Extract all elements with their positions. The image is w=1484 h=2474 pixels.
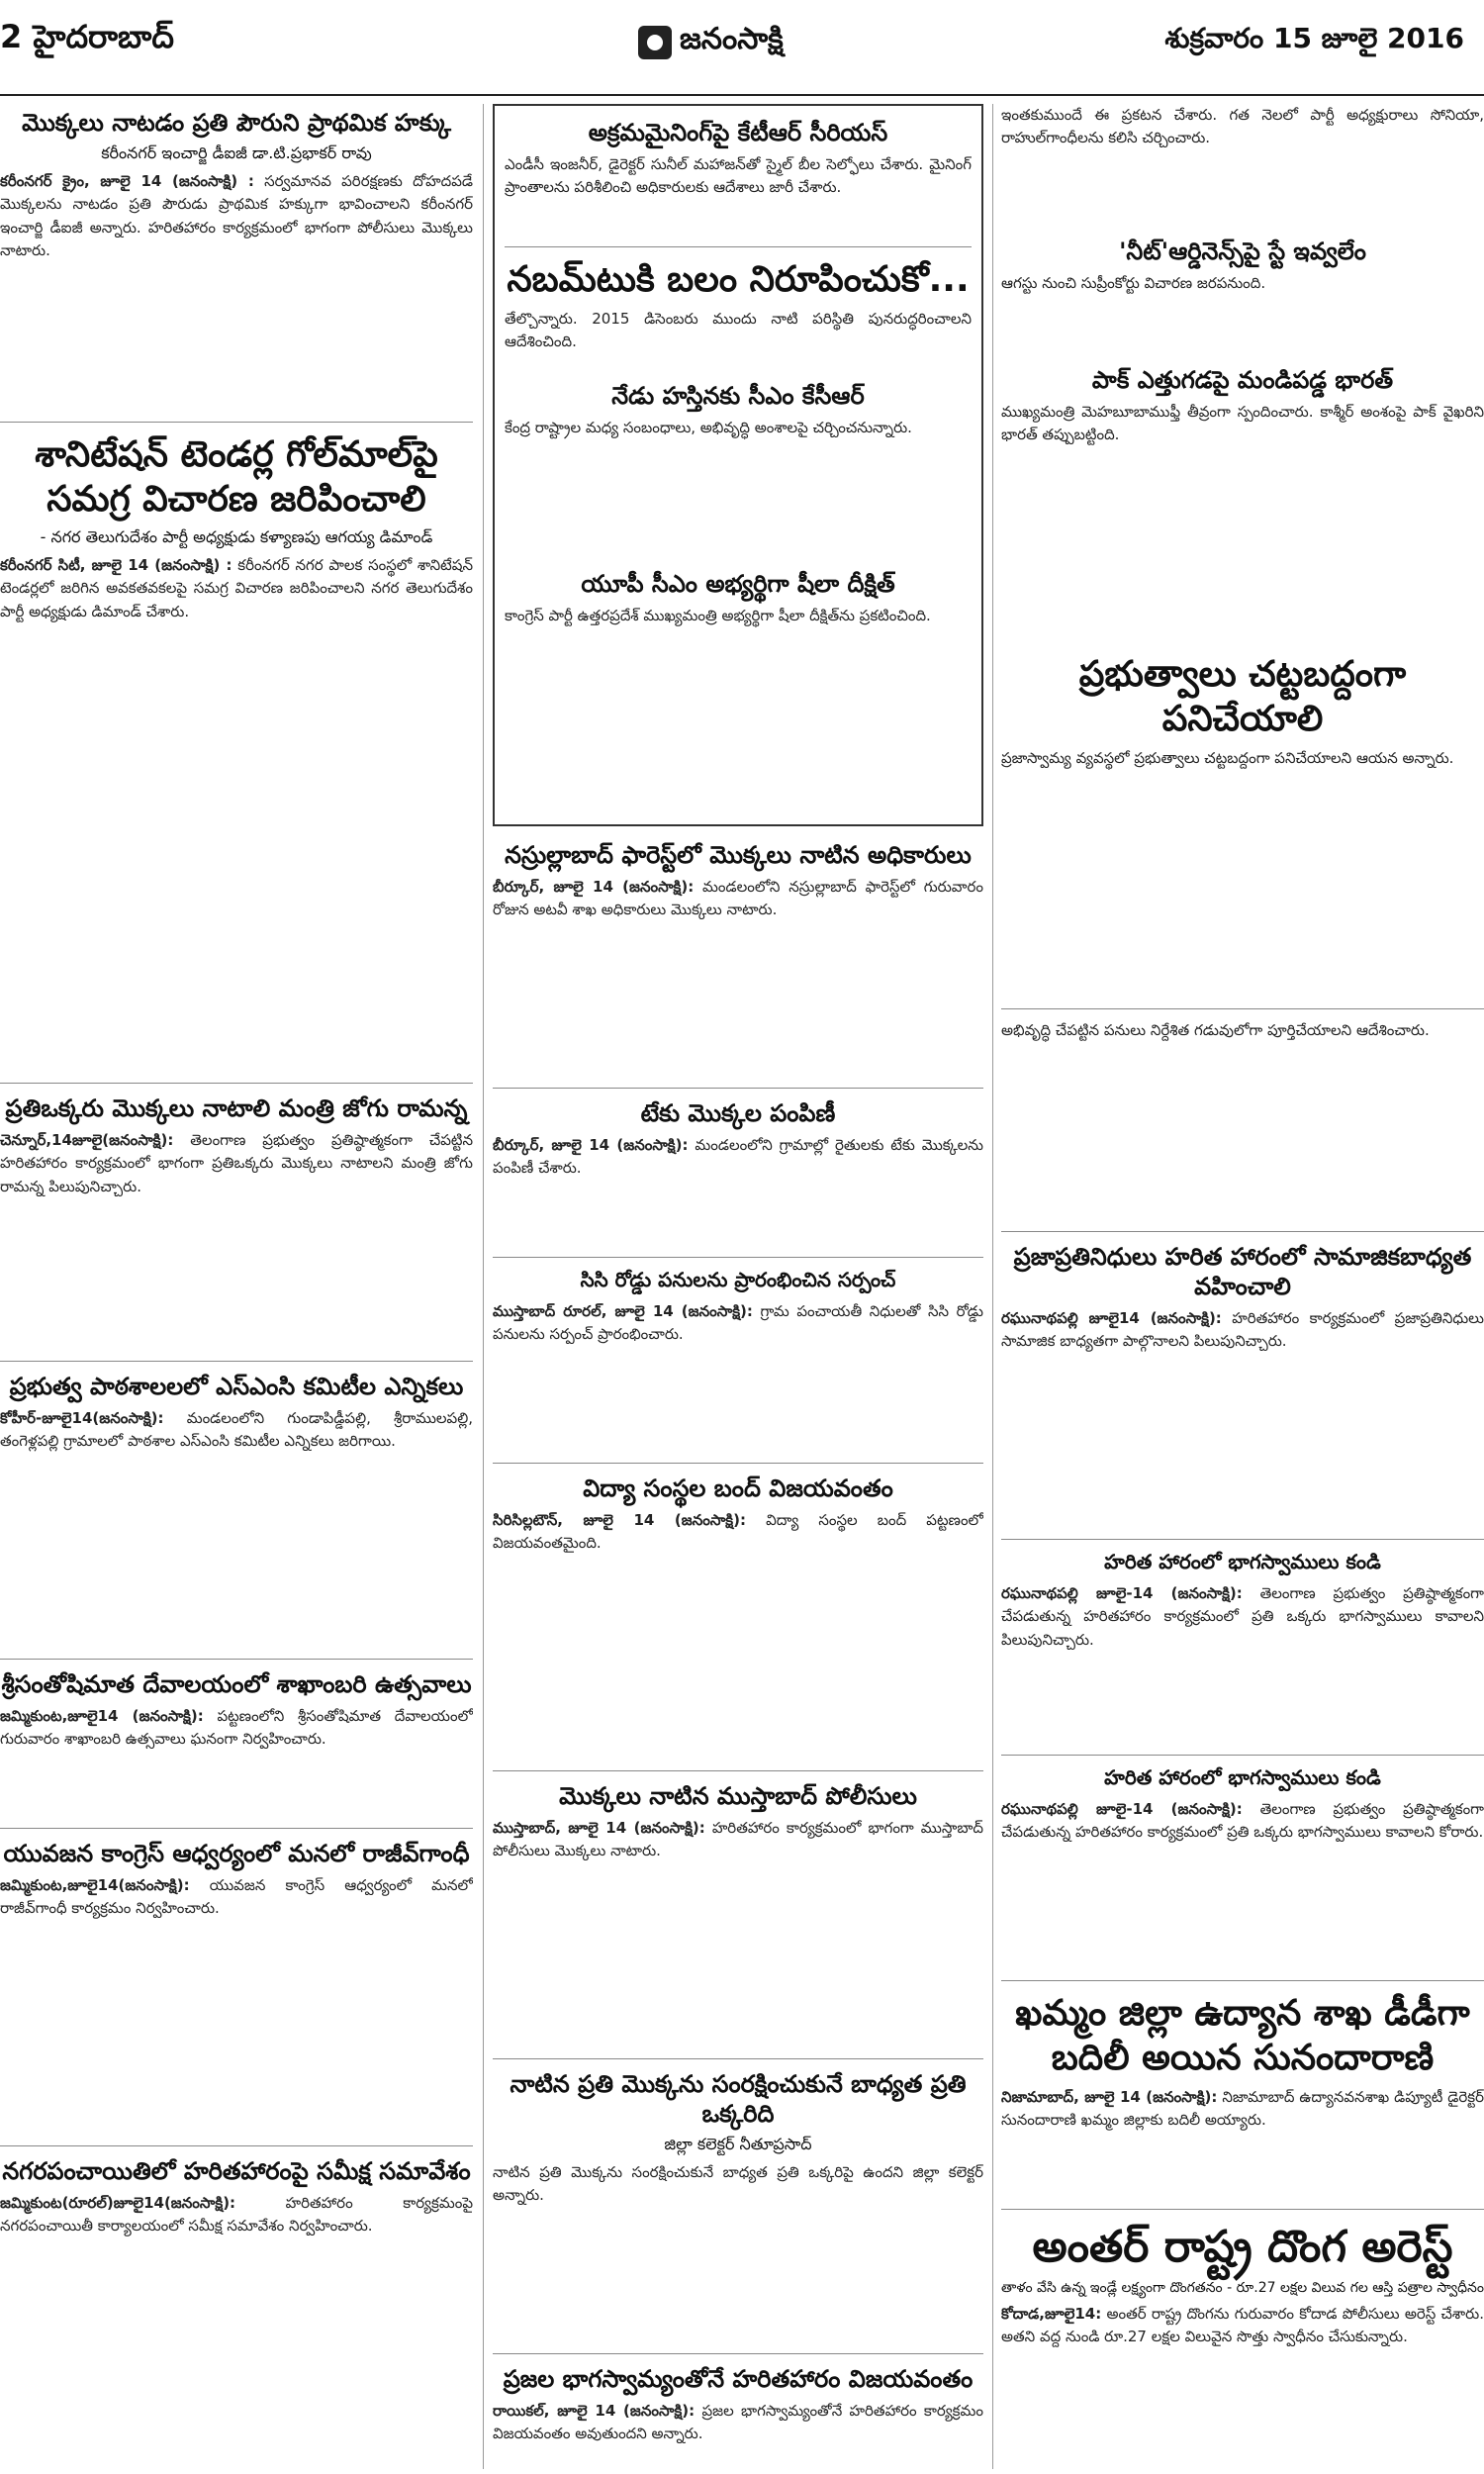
article bbox=[1001, 1991, 1484, 2195]
article bbox=[493, 1474, 983, 1757]
article-text: కరీంనగర్ నగర పాలక సంస్థలో శానిటేషన్ టెండర్లలో జరిగిన అవకతవకలపై సమగ్ర విచారణ జరిపించాలని నగర తెలుగుదేశం పార్టీ అధ్యక్షుడు డిమాండ్ చేశారు. bbox=[0, 556, 473, 620]
article bbox=[0, 2156, 473, 2439]
article-text: మండలంలోని గ్రామాల్లో రైతులకు టేకు మొక్కలను పంపిణీ చేశారు. bbox=[493, 1136, 983, 1178]
article-text: హరితహారం కార్యక్రమంలో భాగంగా ముస్తాబాద్ పోలీసులు మొక్కలు నాటారు. bbox=[493, 1819, 983, 1860]
middle-column bbox=[493, 104, 983, 2469]
article bbox=[1001, 2220, 1484, 2469]
headline: యువజన కాంగ్రెస్ ఆధ్వర్యంలో మనలో రాజీవ్‌గాంధీ bbox=[3, 1840, 470, 1867]
dateline: రఘునాథపల్లి జూలై14 (జనంసాక్షి): bbox=[1001, 1309, 1222, 1327]
headline: ప్రభుత్వాలు చట్టబద్దంగా పనిచేయాలి bbox=[1078, 654, 1407, 739]
divider bbox=[1001, 2209, 1484, 2210]
article bbox=[493, 840, 983, 1074]
headline: శానిటేషన్ టెండర్ల గోల్‌మాల్‌పై సమగ్ర విచారణ జరిపించాలి bbox=[35, 434, 438, 520]
divider bbox=[1001, 1008, 1484, 1009]
article-text: ప్రజాస్వామ్య వ్యవస్థలో ప్రభుత్వాలు చట్టబద్దంగా పనిచేయాలని ఆయన అన్నారు. bbox=[1001, 747, 1484, 995]
masthead bbox=[0, 0, 1484, 96]
headline: హరిత హారంలో భాగస్వాములు కండి bbox=[1104, 1550, 1381, 1573]
article-text: పట్టణంలోని శ్రీసంతోషిమాత దేవాలయంలో గురువారం శాఖాంబరి ఉత్సవాలు ఘనంగా నిర్వహించారు. bbox=[0, 1707, 473, 1749]
headline: అంతర్ రాష్ట్ర దొంగ అరెస్ట్ bbox=[1032, 2222, 1453, 2272]
article-body bbox=[0, 1705, 473, 1814]
article bbox=[1001, 652, 1484, 995]
dateline: కోహీర్-జూలై14(జనంసాక్షి): bbox=[0, 1409, 164, 1427]
issue-date: శుక్రవారం 15 జూలై 2016 bbox=[1164, 22, 1464, 54]
article-text: ఆగస్టు నుంచి సుప్రీంకోర్టు విచారణ జరపనుంది. bbox=[1001, 272, 1484, 351]
divider bbox=[1001, 1980, 1484, 1981]
article-text: ఇంతకుముందే ఈ ప్రకటన చేశారు. గత నెలలో పార్టీ అధ్యక్షురాలు సోనియా, రాహుల్‌గాంధీలను కలిసి చర్చించారు. bbox=[1001, 104, 1484, 223]
article-body bbox=[493, 876, 983, 1074]
headline: నస్రుల్లాబాద్ ఫారెస్ట్‌లో మొక్కలు నాటిన అధికారులు bbox=[505, 841, 972, 869]
headline: నాటిన ప్రతి మొక్కను సంరక్షించుకునే బాధ్యత ప్రతి ఒక్కరిది bbox=[510, 2070, 967, 2128]
article-text: హరితహారం కార్యక్రమంలో ప్రజాప్రతినిధులు సామాజిక బాధ్యతగా పాల్గొనాలని పిలుపునిచ్చారు. bbox=[1001, 1309, 1484, 1351]
headline: పాక్ ఎత్తుగడపై మండిపడ్డ భారత్ bbox=[1091, 366, 1394, 394]
headline: 'నీట్'ఆర్డినెన్స్‌పై స్టే ఇవ్వలేం bbox=[1119, 238, 1366, 265]
article bbox=[0, 108, 473, 408]
divider bbox=[505, 246, 972, 247]
headline: హరిత హారంలో భాగస్వాములు కండి bbox=[1104, 1765, 1381, 1789]
article-text: తేల్చొన్నారు. 2015 డిసెంబరు ముందు నాటి పరిస్థితి పునరుద్ధరించాలని ఆదేశించింది. bbox=[505, 308, 972, 367]
article-text: యువజన కాంగ్రెస్ ఆధ్వర్యంలో మనలో రాజీవ్‌గాంధీ కార్యక్రమం నిర్వహించారు. bbox=[0, 1876, 473, 1918]
page-label: 2 హైదరాబాద్ bbox=[0, 18, 174, 55]
headline: ఖమ్మం జిల్లా ఉద్యాన శాఖ డీడీగా బదిలీ అయిన సునందారాణి bbox=[1015, 1993, 1470, 2078]
article-body bbox=[493, 1134, 983, 1243]
paper-logo-icon bbox=[638, 26, 672, 59]
headline: ప్రజల భాగస్వామ్యంతోనే హరితహారం విజయవంతం bbox=[503, 2365, 974, 2393]
article-text: తెలంగాణ ప్రభుత్వం ప్రతిష్ఠాత్మకంగా చేపట్టిన హరితహారం కార్యక్రమంలో భాగంగా ప్రతిఒక్కరు మొక్కలు నాటాలని మంత్రి జోగు రామన్న పిలుపునిచ్చారు. bbox=[0, 1131, 473, 1195]
article bbox=[1001, 1242, 1484, 1525]
headline: విద్యా సంస్థల బంద్ విజయవంతం bbox=[583, 1475, 893, 1502]
subheadline: జిల్లా కలెక్టర్ నీతూప్రసాద్ bbox=[664, 2135, 812, 2153]
article bbox=[1001, 365, 1484, 638]
divider bbox=[0, 2145, 473, 2146]
article-text: నిజామాబాద్ ఉద్యానవనశాఖ డిప్యూటీ డైరెక్టర్ సునందారాణి ఖమ్మం జిల్లాకు బదిలీ అయ్యారు. bbox=[1001, 2088, 1484, 2130]
subheadline: కరీంనగర్ ఇంచార్జి డీఐజీ డా.టి.ప్రభాకర్ రావు bbox=[101, 143, 372, 162]
article-body bbox=[1001, 1307, 1484, 1525]
article bbox=[0, 1669, 473, 1814]
article-text: తెలంగాణ ప్రభుత్వం ప్రతిష్ఠాత్మకంగా చేపడుతున్న హరితహారం కార్యక్రమంలో ప్రతి ఒక్కరు భాగస్వాములు కావాలని పిలుపునిచ్చారు. bbox=[1001, 1584, 1484, 1649]
headline: మొక్కలు నాటిన ముస్తాబాద్ పోలీసులు bbox=[559, 1782, 917, 1810]
paper-name-text: జనంసాక్షి bbox=[680, 22, 784, 56]
article-body bbox=[1001, 1798, 1484, 1966]
divider bbox=[0, 1083, 473, 1084]
article bbox=[493, 1268, 983, 1449]
dateline: సిరిసిల్లటౌన్, జూలై 14 (జనంసాక్షి): bbox=[493, 1511, 746, 1529]
article bbox=[0, 1372, 473, 1645]
headline: ప్రతిఒక్కరు మొక్కలు నాటాలి మంత్రి జోగు రామన్న bbox=[5, 1094, 468, 1122]
article-text: అంతర్ రాష్ట్ర దొంగను గురువారం కోదాడ పోలీసులు అరెస్ట్ చేశారు. అతని వద్ద నుండి రూ.27 లక్షల విలువైన సొత్తు స్వాధీనం చేసుకున్నారు. bbox=[1001, 2305, 1484, 2346]
dateline: బీర్కూర్, జూలై 14 (జనంసాక్షి): bbox=[493, 1136, 689, 1154]
column-rule bbox=[483, 104, 484, 2469]
article bbox=[493, 2364, 983, 2469]
article-text: మండలంలోని గుండాపిడ్డీపల్లి, శ్రీరాములపల్లి, తంగెళ్లపల్లి గ్రామాలలో పాఠశాల ఎస్ఎంసి కమిటీల ఎన్నికలు జరిగాయి. bbox=[0, 1409, 473, 1451]
dateline: కోదాడ,జూలై14: bbox=[1001, 2305, 1102, 2323]
dateline: నిజామాబాద్, జూలై 14 (జనంసాక్షి): bbox=[1001, 2088, 1218, 2106]
left-column bbox=[0, 104, 473, 2469]
divider bbox=[0, 1361, 473, 1362]
article bbox=[505, 381, 972, 555]
headline: నేడు హస్తినకు సీఎం కేసీఆర్ bbox=[611, 382, 865, 410]
article-text: మండలంలోని నస్రుల్లాబాద్ ఫారెస్ట్‌లో గురువారం రోజున అటవీ శాఖ అధికారులు మొక్కలు నాటారు. bbox=[493, 878, 983, 919]
article-text: కాంగ్రెస్ పార్టీ ఉత్తరప్రదేశ్ ముఖ్యమంత్రి అభ్యర్థిగా షీలా దీక్షిత్‌ను ప్రకటించింది. bbox=[505, 605, 972, 803]
dateline: రఘునాథపల్లి జూలై-14 (జనంసాక్షి): bbox=[1001, 1584, 1243, 1602]
dateline: రాయికల్, జూలై 14 (జనంసాక్షి): bbox=[493, 2402, 696, 2420]
boxed-news-section bbox=[493, 104, 983, 826]
article bbox=[0, 1839, 473, 2132]
article-body bbox=[1001, 1582, 1484, 1741]
article-text: తెలంగాణ ప్రభుత్వం ప్రతిష్ఠాత్మకంగా చేపడుతున్న హరితహారం కార్యక్రమంలో ప్రతి ఒక్కరు భాగస్వాములు కావాలని కోరారు. bbox=[1001, 1800, 1484, 1842]
article-body bbox=[1001, 2303, 1484, 2469]
article-text: హరితహారం కార్యక్రమంపై నగరపంచాయితీ కార్యాలయంలో సమీక్ష సమావేశం నిర్వహించారు. bbox=[0, 2194, 473, 2236]
article bbox=[493, 2069, 983, 2339]
article-body bbox=[0, 1407, 473, 1645]
dateline: ముస్తాబాద్ రూరల్, జూలై 14 (జనంసాక్షి): bbox=[493, 1302, 753, 1320]
article-body bbox=[1001, 2086, 1484, 2195]
divider bbox=[493, 1088, 983, 1089]
article-text: సర్వమానవ పరిరక్షణకు దోహదపడే మొక్కలను నాటడం ప్రతి పౌరుడు ప్రాథమిక హక్కుగా భావించాలని కరీంనగర్ ఇంచార్జి డీఐజీ అన్నారు. హరితహారం కార్యక్రమంలో భాగంగా పోలీసులు మొక్కలు నాటారు. bbox=[0, 172, 473, 259]
divider bbox=[493, 1463, 983, 1464]
article-text: విద్యా సంస్థల బంద్ పట్టణంలో విజయవంతమైంది. bbox=[493, 1511, 983, 1553]
dateline: ముస్తాబాద్, జూలై 14 (జనంసాక్షి): bbox=[493, 1819, 705, 1837]
article-text: ముఖ్యమంత్రి మెహబూబాముఫ్తీ తీవ్రంగా స్పందించారు. కాశ్మీర్ అంశంపై పాక్ వైఖరిని భారత్ తప్పుబట్టింది. bbox=[1001, 401, 1484, 638]
article-text: ఎండీసీ ఇంజనీర్, డైరెక్టర్ సునీల్ మహాజన్‌తో స్మైల్ బీల సెల్ఫోలు చేశారు. మైనింగ్ ప్రాంతాలను పరిశీలించి అధికారులకు ఆదేశాలు జారీ చేశారు. bbox=[505, 153, 972, 233]
article-body bbox=[493, 2400, 983, 2469]
article bbox=[493, 1781, 983, 2045]
article-body bbox=[493, 1509, 983, 1757]
divider bbox=[1001, 1231, 1484, 1232]
article-text: ప్రజల భాగస్వామ్యంతోనే హరితహారం కార్యక్రమం విజయవంతం అవుతుందని అన్నారు. bbox=[493, 2402, 983, 2443]
article bbox=[0, 432, 473, 1069]
article-body bbox=[0, 1129, 473, 1347]
article-text: అభివృద్ధి చేపట్టిన పనులు నిర్దేశిత గడువులోగా పూర్తిచేయాలని ఆదేశించారు. bbox=[1001, 1019, 1484, 1217]
article bbox=[1001, 237, 1484, 351]
headline: శ్రీసంతోషిమాత దేవాలయంలో శాఖాంబరి ఉత్సవాలు bbox=[1, 1670, 472, 1698]
article-body bbox=[0, 2192, 473, 2439]
article bbox=[505, 257, 972, 367]
article bbox=[493, 1098, 983, 1243]
article-body bbox=[0, 170, 473, 408]
paper-name bbox=[638, 22, 784, 63]
article-text: కేంద్ర రాష్ట్రాల మధ్య సంబంధాలు, అభివృద్ధి అంశాలపై చర్చించనున్నారు. bbox=[505, 417, 972, 555]
dateline: జమ్మికుంట,జూలై14(జనంసాక్షి): bbox=[0, 1876, 190, 1894]
headline: టేకు మొక్కల పంపిణీ bbox=[640, 1099, 836, 1127]
dateline: చెన్నూర్,14జూలై(జనంసాక్షి): bbox=[0, 1131, 174, 1149]
divider bbox=[0, 422, 473, 423]
article-body bbox=[493, 1817, 983, 2045]
divider bbox=[1001, 1539, 1484, 1540]
divider bbox=[0, 1659, 473, 1660]
dateline: రఘునాథపల్లి జూలై-14 (జనంసాక్షి): bbox=[1001, 1800, 1243, 1818]
divider bbox=[493, 1257, 983, 1258]
article-body bbox=[0, 1874, 473, 2132]
divider bbox=[493, 2058, 983, 2059]
headline: సిసి రోడ్డు పనులను ప్రారంభించిన సర్పంచ్ bbox=[580, 1268, 896, 1291]
article bbox=[505, 118, 972, 233]
subheadline: - నగర తెలుగుదేశం పార్టీ అధ్యక్షుడు కళ్యాణపు ఆగయ్య డిమాండ్ bbox=[40, 527, 433, 546]
article bbox=[0, 1094, 473, 1347]
divider bbox=[493, 2353, 983, 2354]
article-text: గ్రామ పంచాయతీ నిధులతో సిసి రోడ్డు పనులను సర్పంచ్ ప్రారంభించారు. bbox=[493, 1302, 983, 1344]
headline: మొక్కలు నాటడం ప్రతి పౌరుని ప్రాథమిక హక్కు bbox=[22, 109, 451, 137]
dateline: కరీంనగర్ క్రైం, జూలై 14 (జనంసాక్షి) : bbox=[0, 172, 254, 190]
headline: యూపీ సీఎం అభ్యర్థిగా షీలా దీక్షిత్ bbox=[581, 570, 895, 598]
dateline: జమ్మికుంట(రూరల్)జూలై14(జనంసాక్షి): bbox=[0, 2194, 236, 2212]
right-column bbox=[1001, 104, 1484, 2469]
headline: ప్రభుత్వ పాఠశాలలలో ఎస్ఎంసి కమిటీల ఎన్నికలు bbox=[9, 1373, 464, 1400]
headline: నగరపంచాయితిలో హరితహారంపై సమీక్ష సమావేశం bbox=[2, 2157, 471, 2185]
article bbox=[1001, 1765, 1484, 1966]
article bbox=[1001, 104, 1484, 223]
headline: అక్రమమైనింగ్‌పై కేటీఆర్ సీరియస్ bbox=[588, 119, 888, 146]
divider bbox=[1001, 1755, 1484, 1756]
article bbox=[505, 569, 972, 803]
dateline: బీర్కూర్, జూలై 14 (జనంసాక్షి): bbox=[493, 878, 695, 896]
divider bbox=[0, 1828, 473, 1829]
article bbox=[1001, 1550, 1484, 1741]
subheadline: తాళం వేసి ఉన్న ఇండ్లే లక్ష్యంగా దొంగతనం - రూ.27 లక్షల విలువ గల ఆస్తి పత్రాల స్వాధీనం bbox=[1001, 2280, 1484, 2296]
headline: ప్రజాప్రతినిధులు హరిత హారంలో సామాజికబాధ్యత వహించాలి bbox=[1013, 1243, 1472, 1300]
article-body bbox=[493, 1300, 983, 1449]
article-body bbox=[0, 554, 473, 1069]
article-text: నాటిన ప్రతి మొక్కను సంరక్షించుకునే బాధ్యత ప్రతి ఒక్కరిపై ఉందని జిల్లా కలెక్టర్ అన్నారు. bbox=[493, 2161, 983, 2339]
headline: నబమ్‌టుకి బలం నిరూపించుకో... bbox=[507, 259, 970, 300]
divider bbox=[493, 1770, 983, 1771]
column-rule bbox=[992, 104, 993, 2469]
dateline: జమ్మికుంట,జూలై14 (జనంసాక్షి): bbox=[0, 1707, 204, 1725]
dateline: కరీంనగర్ సిటీ, జూలై 14 (జనంసాక్షి) : bbox=[0, 556, 232, 574]
article bbox=[1001, 1019, 1484, 1217]
